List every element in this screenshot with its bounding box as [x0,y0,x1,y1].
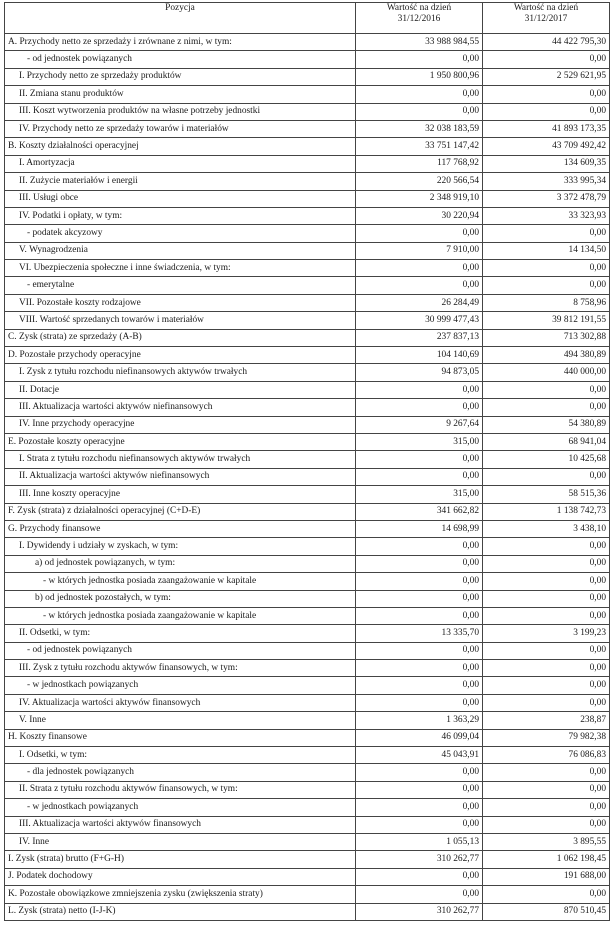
row-label: - w których jednostka posiada zaangażowanie w kapitale [5,573,356,590]
value-2016: 0,00 [356,816,483,833]
value-2016: 0,00 [356,660,483,677]
table-row [5,538,610,555]
table-row [5,207,610,224]
row-label: - w których jednostka posiada zaangażowanie w kapitale [5,607,356,624]
table-row [5,590,610,607]
row-label: III. Aktualizacja wartości aktywów finansowych [5,816,356,833]
table-row [5,103,610,120]
row-label: II. Aktualizacja wartości aktywów niefinansowych [5,468,356,485]
table-row [5,764,610,781]
table-row [5,729,610,746]
header-2017-line1: Wartość na dzień [513,3,579,13]
table-row [5,799,610,816]
value-2017: 0,00 [483,886,610,903]
value-2017: 0,00 [483,677,610,694]
table-row [5,364,610,381]
value-2017: 33 323,93 [483,207,610,224]
value-2016: 0,00 [356,555,483,572]
value-2016: 13 335,70 [356,625,483,642]
table-row [5,120,610,137]
value-2016: 220 566,54 [356,173,483,190]
value-2017: 0,00 [483,590,610,607]
row-label: C. Zysk (strata) ze sprzedaży (A-B) [5,329,356,346]
value-2017: 0,00 [483,86,610,103]
table-row [5,660,610,677]
value-2016: 0,00 [356,225,483,242]
row-label: II. Odsetki, w tym: [5,625,356,642]
table-row [5,138,610,155]
value-2016: 237 837,13 [356,329,483,346]
row-label: - dla jednostek powiązanych [5,764,356,781]
value-2017: 3 199,23 [483,625,610,642]
table-row [5,573,610,590]
table-row [5,399,610,416]
table-row [5,903,610,920]
header-2016-line1: Wartość na dzień [386,3,452,13]
value-2016: 310 262,77 [356,903,483,920]
table-row [5,347,610,364]
value-2017: 0,00 [483,573,610,590]
value-2016: 1 363,29 [356,712,483,729]
table-row [5,816,610,833]
table-row [5,625,610,642]
value-2017: 0,00 [483,399,610,416]
row-label: - emerytalne [5,277,356,294]
value-2017: 3 438,10 [483,520,610,537]
value-2017: 0,00 [483,277,610,294]
row-label: F. Zysk (strata) z działalności operacyjnej (C+D-E) [5,503,356,520]
value-2016: 0,00 [356,399,483,416]
table-row [5,416,610,433]
table-row [5,155,610,172]
table-row [5,173,610,190]
table-row [5,642,610,659]
value-2017: 0,00 [483,260,610,277]
row-label: IV. Podatki i opłaty, w tym: [5,207,356,224]
value-2017: 43 709 492,42 [483,138,610,155]
value-2016: 0,00 [356,277,483,294]
row-label: - od jednostek powiązanych [5,642,356,659]
value-2017: 0,00 [483,468,610,485]
value-2016: 1 055,13 [356,833,483,850]
value-2016: 0,00 [356,642,483,659]
table-row [5,833,610,850]
value-2017: 68 941,04 [483,433,610,450]
table-row [5,451,610,468]
value-2016: 0,00 [356,694,483,711]
value-2017: 76 086,83 [483,747,610,764]
table-row [5,868,610,885]
value-2017: 238,87 [483,712,610,729]
table-row [5,312,610,329]
table-row [5,34,610,51]
value-2016: 7 910,00 [356,242,483,259]
value-2016: 0,00 [356,677,483,694]
value-2016: 0,00 [356,764,483,781]
value-2016: 2 348 919,10 [356,190,483,207]
value-2016: 0,00 [356,51,483,68]
value-2017: 0,00 [483,694,610,711]
row-label: - w jednostkach powiązanych [5,677,356,694]
header-position-label: Pozycja [165,3,195,13]
table-row [5,381,610,398]
row-label: I. Przychody netto ze sprzedaży produktów [5,68,356,85]
value-2017: 3 372 478,79 [483,190,610,207]
value-2017: 191 688,00 [483,868,610,885]
table-row [5,433,610,450]
value-2017: 0,00 [483,103,610,120]
value-2017: 0,00 [483,607,610,624]
value-2016: 0,00 [356,799,483,816]
value-2016: 26 284,49 [356,294,483,311]
table-row [5,51,610,68]
value-2017: 10 425,68 [483,451,610,468]
row-label: D. Pozostałe przychody operacyjne [5,347,356,364]
value-2016: 30 999 477,43 [356,312,483,329]
row-label: G. Przychody finansowe [5,520,356,537]
value-2016: 1 950 800,96 [356,68,483,85]
table-row [5,68,610,85]
table-row [5,520,610,537]
row-label: I. Zysk (strata) brutto (F+G-H) [5,851,356,868]
table-body [5,34,610,921]
row-label: L. Zysk (strata) netto (I-J-K) [5,903,356,920]
income-statement-document [4,2,609,921]
table-row [5,277,610,294]
row-label: VIII. Wartość sprzedanych towarów i materiałów [5,312,356,329]
value-2017: 39 812 191,55 [483,312,610,329]
value-2016: 310 262,77 [356,851,483,868]
row-label: E. Pozostałe koszty operacyjne [5,433,356,450]
header-position [5,3,356,34]
value-2017: 0,00 [483,225,610,242]
value-2017: 0,00 [483,781,610,798]
table-row [5,607,610,624]
row-label: K. Pozostałe obowiązkowe zmniejszenia zysku (zwiększenia straty) [5,886,356,903]
value-2017: 0,00 [483,816,610,833]
row-label: A. Przychody netto ze sprzedaży i zrównane z nimi, w tym: [5,34,356,51]
row-label: III. Inne koszty operacyjne [5,486,356,503]
value-2017: 41 893 173,35 [483,120,610,137]
row-label: J. Podatek dochodowy [5,868,356,885]
value-2017: 3 895,55 [483,833,610,850]
value-2017: 1 062 198,45 [483,851,610,868]
value-2017: 713 302,88 [483,329,610,346]
row-label: II. Strata z tytułu rozchodu aktywów finansowych, w tym: [5,781,356,798]
value-2017: 0,00 [483,799,610,816]
value-2017: 0,00 [483,764,610,781]
row-label: III. Zysk z tytułu rozchodu aktywów finansowych, w tym: [5,660,356,677]
value-2016: 0,00 [356,451,483,468]
table-row [5,225,610,242]
value-2016: 33 751 147,42 [356,138,483,155]
value-2016: 0,00 [356,86,483,103]
row-label: III. Usługi obce [5,190,356,207]
row-label: V. Wynagrodzenia [5,242,356,259]
row-label: H. Koszty finansowe [5,729,356,746]
value-2016: 0,00 [356,607,483,624]
row-label: - w jednostkach powiązanych [5,799,356,816]
value-2017: 494 380,89 [483,347,610,364]
value-2016: 0,00 [356,868,483,885]
table-row [5,486,610,503]
row-label: - podatek akcyzowy [5,225,356,242]
row-label: VII. Pozostałe koszty rodzajowe [5,294,356,311]
table-row [5,190,610,207]
value-2016: 0,00 [356,260,483,277]
value-2016: 0,00 [356,381,483,398]
value-2017: 0,00 [483,381,610,398]
value-2016: 14 698,99 [356,520,483,537]
value-2017: 333 995,34 [483,173,610,190]
value-2016: 0,00 [356,573,483,590]
header-2016 [356,3,483,34]
table-row [5,86,610,103]
value-2017: 0,00 [483,538,610,555]
value-2016: 117 768,92 [356,155,483,172]
value-2016: 315,00 [356,486,483,503]
row-label: - od jednostek powiązanych [5,51,356,68]
row-label: II. Dotacje [5,381,356,398]
row-label: V. Inne [5,712,356,729]
value-2017: 0,00 [483,642,610,659]
table-row [5,242,610,259]
table-row [5,712,610,729]
value-2016: 94 873,05 [356,364,483,381]
table-row [5,781,610,798]
table-row [5,294,610,311]
row-label: IV. Przychody netto ze sprzedaży towarów i materiałów [5,120,356,137]
row-label: I. Amortyzacja [5,155,356,172]
row-label: IV. Inne [5,833,356,850]
value-2017: 134 609,35 [483,155,610,172]
value-2016: 30 220,94 [356,207,483,224]
row-label: I. Odsetki, w tym: [5,747,356,764]
table-row [5,329,610,346]
header-2016-line2: 31/12/2016 [397,14,441,24]
value-2016: 0,00 [356,538,483,555]
row-label: VI. Ubezpieczenia społeczne i inne świadczenia, w tym: [5,260,356,277]
value-2016: 104 140,69 [356,347,483,364]
value-2017: 58 515,36 [483,486,610,503]
value-2017: 0,00 [483,555,610,572]
value-2016: 0,00 [356,590,483,607]
value-2017: 0,00 [483,51,610,68]
value-2017: 44 422 795,30 [483,34,610,51]
table-header-row [5,3,610,34]
table-row [5,677,610,694]
row-label: II. Zmiana stanu produktów [5,86,356,103]
value-2016: 0,00 [356,781,483,798]
value-2016: 341 662,82 [356,503,483,520]
value-2017: 8 758,96 [483,294,610,311]
table-row [5,260,610,277]
income-statement-table [4,2,610,921]
row-label: IV. Inne przychody operacyjne [5,416,356,433]
value-2017: 54 380,89 [483,416,610,433]
row-label: a) od jednostek powiązanych, w tym: [5,555,356,572]
row-label: II. Zużycie materiałów i energii [5,173,356,190]
value-2017: 79 982,38 [483,729,610,746]
row-label: III. Koszt wytworzenia produktów na własne potrzeby jednostki [5,103,356,120]
value-2016: 0,00 [356,468,483,485]
table-row [5,747,610,764]
header-2017 [483,3,610,34]
value-2017: 440 000,00 [483,364,610,381]
value-2016: 315,00 [356,433,483,450]
row-label: b) od jednostek pozostałych, w tym: [5,590,356,607]
table-row [5,468,610,485]
row-label: B. Koszty działalności operacyjnej [5,138,356,155]
value-2017: 14 134,50 [483,242,610,259]
row-label: IV. Aktualizacja wartości aktywów finansowych [5,694,356,711]
value-2016: 9 267,64 [356,416,483,433]
value-2017: 0,00 [483,660,610,677]
row-label: I. Strata z tytułu rozchodu niefinansowych aktywów trwałych [5,451,356,468]
table-row [5,851,610,868]
value-2016: 0,00 [356,103,483,120]
header-2017-line2: 31/12/2017 [524,14,568,24]
table-row [5,503,610,520]
value-2017: 2 529 621,95 [483,68,610,85]
value-2016: 33 988 984,55 [356,34,483,51]
value-2016: 46 099,04 [356,729,483,746]
value-2017: 870 510,45 [483,903,610,920]
value-2016: 32 038 183,59 [356,120,483,137]
value-2016: 0,00 [356,886,483,903]
table-row [5,886,610,903]
value-2017: 1 138 742,73 [483,503,610,520]
row-label: I. Dywidendy i udziały w zyskach, w tym: [5,538,356,555]
row-label: III. Aktualizacja wartości aktywów niefinansowych [5,399,356,416]
table-row [5,694,610,711]
value-2016: 45 043,91 [356,747,483,764]
table-row [5,555,610,572]
row-label: I. Zysk z tytułu rozchodu niefinansowych aktywów trwałych [5,364,356,381]
